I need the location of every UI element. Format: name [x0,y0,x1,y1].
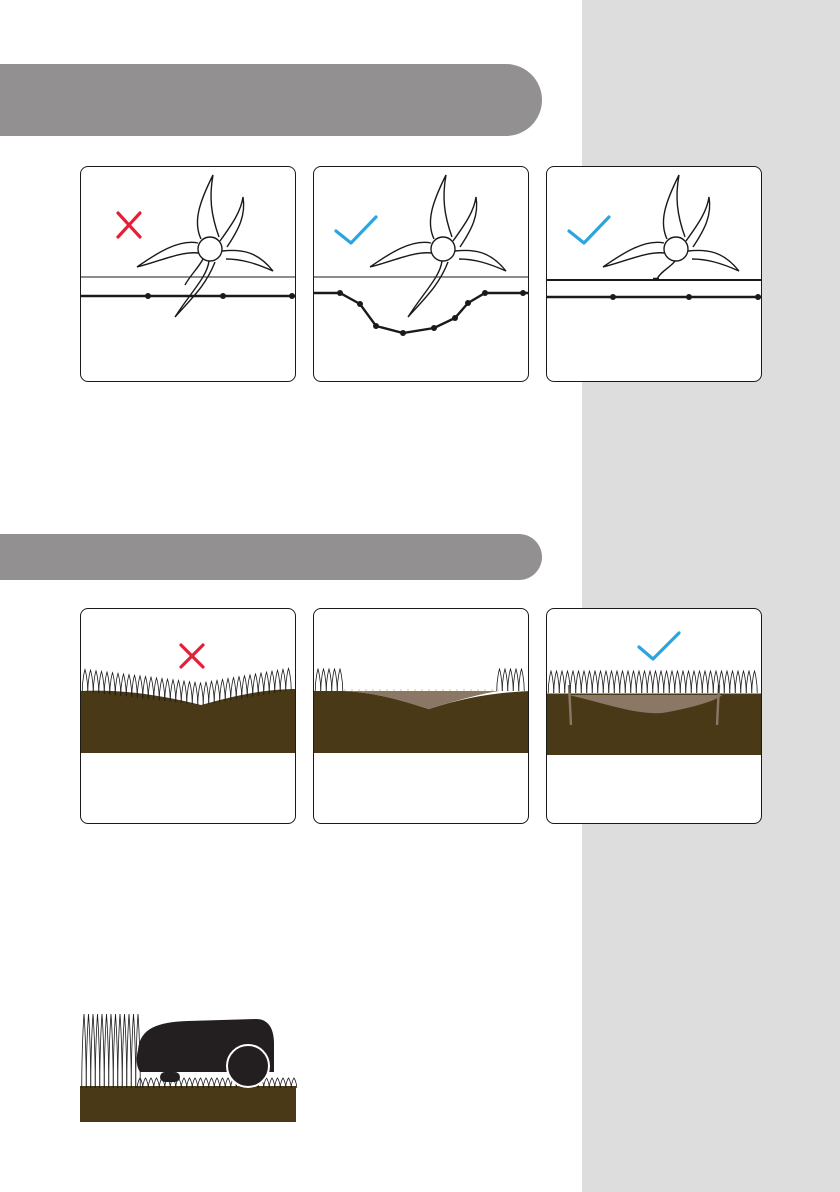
grass-blade [497,669,503,691]
grass-blade [100,1014,105,1088]
boundary-wire [314,293,529,333]
wire-peg [610,294,616,300]
wire-peg [755,294,761,300]
grass-blade [642,671,648,693]
grass-blade [508,669,514,691]
section-heading-banner-2 [0,534,542,580]
robotic-mower-icon [137,1019,274,1087]
grass-blade [231,678,237,700]
wire-peg [400,330,406,336]
grass-blade [752,671,758,693]
grass-blade [93,671,99,693]
panel-uneven-lawn [80,608,296,824]
grass-blade [176,680,182,702]
grass-blade [741,671,747,693]
cross-icon [181,645,203,667]
grass-blade [286,668,292,690]
grass-blade [686,671,692,693]
wire-peg [357,301,363,307]
grass-blade [337,669,343,691]
wire-peg [452,315,458,321]
grass-blade [730,671,736,693]
grass-blade [513,669,519,691]
grass-blade [576,671,582,693]
grass-blade [697,671,703,693]
grass-blade [664,671,670,693]
check-icon [569,217,609,243]
check-icon [639,633,679,659]
grass-blade [502,669,508,691]
grass-blade [315,669,321,691]
soil [81,689,296,753]
cross-icon [118,213,140,237]
grass-blade [321,669,327,691]
grass-blade [680,671,686,693]
grass-blade [275,670,281,692]
grass-blade [214,680,220,702]
grass-blade [598,671,604,693]
grass-blade [625,671,631,693]
wire-peg [145,293,151,299]
grass-blade [109,1014,114,1088]
grass-blade [127,1014,132,1088]
grass-blade [548,671,554,693]
grass-blade [603,671,609,693]
grass-blade [746,671,752,693]
grass-blade [209,681,215,703]
grass-blade [118,1014,123,1088]
grass-blade [653,671,659,693]
grass-blade [104,1014,109,1088]
wire-peg [465,300,471,306]
grass-blade [631,671,637,693]
panel-level-lawn [546,608,762,824]
grass-blade [91,1014,96,1088]
grass-blade [581,671,587,693]
grass-blade [559,671,565,693]
grass-blade [519,669,525,691]
grass-blade [131,1014,136,1088]
grass-blade [669,671,675,693]
tree-root-icon [603,175,739,279]
grass-blade [691,671,697,693]
grass-blade [708,671,714,693]
grass-blade [614,671,620,693]
grass-blade [554,671,560,693]
soil [80,1086,296,1122]
grass-blade [269,671,275,693]
wire-peg [482,290,488,296]
grass-blade [326,669,332,691]
grass-blade [675,671,681,693]
wire-peg [289,293,295,299]
grass-blade [220,679,226,701]
grass-blade [636,671,642,693]
grass-blade [86,1014,91,1088]
grass-blade [192,682,198,704]
grass-blade [280,669,286,691]
wire-peg [520,290,526,296]
grass-blade [724,671,730,693]
grass-blade [203,682,209,704]
wire-peg [373,323,379,329]
grass-icon [548,671,757,693]
grass-blade [647,671,653,693]
grass-blade [198,683,204,705]
grass-blade [82,1014,87,1088]
grass-blade [658,671,664,693]
grass-icon [315,669,524,691]
panel-wire-routed-around-root [313,166,529,382]
wire-peg [337,290,343,296]
grass-blade [332,669,338,691]
robotic-mower-illustration [78,1000,298,1124]
check-icon [336,217,376,243]
grass-blade [122,1014,127,1088]
panel-hollow-filled [313,608,529,824]
grass-blade [735,671,741,693]
grass-blade [82,669,88,691]
grass-blade [620,671,626,693]
grass-blade [95,1014,100,1088]
section-heading-banner-1 [0,64,542,136]
grass-blade [225,679,231,701]
grass-blade [99,671,105,693]
grass-blade [609,671,615,693]
wire-peg [220,293,226,299]
tall-grass-icon [82,1014,141,1088]
grass-blade [88,670,94,692]
wire-peg [686,294,692,300]
panel-root-crossing-wire [80,166,296,382]
grass-blade [113,1014,118,1088]
grass-blade [702,671,708,693]
grass-blade [570,671,576,693]
grass-blade [181,681,187,703]
grass-blade [187,682,193,704]
grass-blade [587,671,593,693]
panel-root-cut-wire-straight [546,166,762,382]
wire-peg [431,325,437,331]
grass-blade [592,671,598,693]
